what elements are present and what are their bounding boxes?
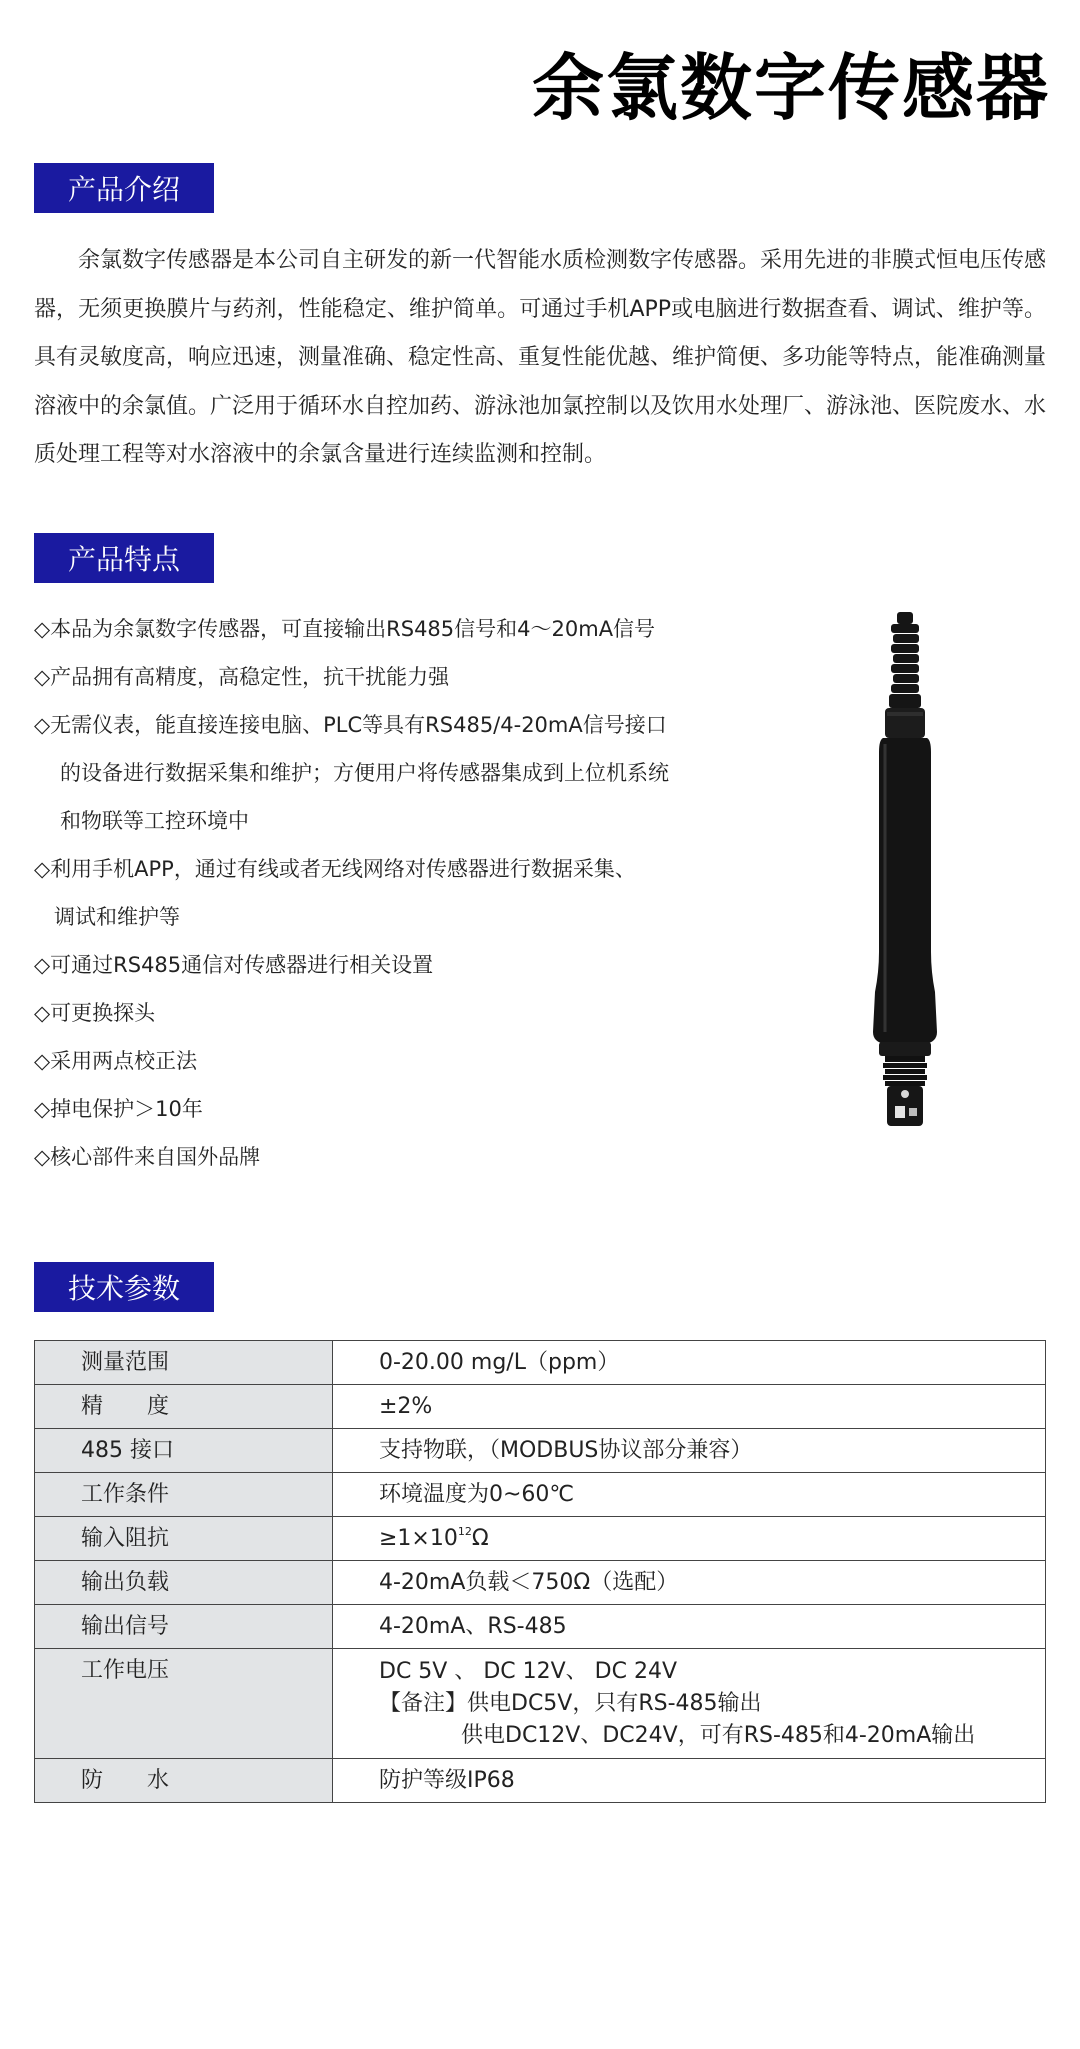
sensor-probe-image xyxy=(855,612,965,1132)
list-item: ◇采用两点校正法 xyxy=(34,1049,198,1073)
spec-value: 4-20mA、RS-485 xyxy=(333,1605,1046,1649)
table-row xyxy=(35,1561,1046,1605)
table-row xyxy=(35,1473,1046,1517)
spec-note: 【备注】供电DC5V，只有RS-485输出 xyxy=(379,1691,762,1716)
list-item: ◇可通过RS485通信对传感器进行相关设置 xyxy=(34,953,434,977)
spec-value-base: ≥1×10 xyxy=(379,1526,458,1551)
list-item: ◇无需仪表，能直接连接电脑、PLC等具有RS485/4-20mA信号接口 xyxy=(34,713,667,737)
spec-value: 0-20.00 mg/L（ppm） xyxy=(333,1341,1046,1385)
list-item: ◇可更换探头 xyxy=(34,1001,156,1025)
spec-value: 环境温度为0~60℃ xyxy=(333,1473,1046,1517)
intro-text: 余氯数字传感器是本公司自主研发的新一代智能水质检测数字传感器。采用先进的非膜式恒电压传感器，无须更换膜片与药剂，性能稳定、维护简单。可通过手机APP或电脑进行数据查看、调试、维护等。具有灵敏度高，响应迅速，测量准确、稳定性高、重复性能优越、维护简便、多功能等特点，能准确测量溶液中的余氯值。广泛用于循环水自控加药、游泳池加氯控制以及饮用水处理厂、游泳池、医院废水、水质处理工程等对水溶液中的余氯含量进行连续监测和控制。 xyxy=(34,248,1047,467)
spec-table xyxy=(34,1340,1046,1803)
spec-value-exponent: 12 xyxy=(457,1525,472,1538)
list-item: 的设备进行数据采集和维护；方便用户将传感器集成到上位机系统 xyxy=(60,761,669,785)
spec-value: 防护等级IP68 xyxy=(333,1759,1046,1803)
spec-value-line: DC 5V 、 DC 12V、 DC 24V xyxy=(379,1659,677,1684)
list-item: ◇掉电保护＞10年 xyxy=(34,1097,203,1121)
spec-value: ±2% xyxy=(333,1385,1046,1429)
table-row xyxy=(35,1429,1046,1473)
table-row xyxy=(35,1759,1046,1803)
spec-value: 4-20mA负载＜750Ω（选配） xyxy=(333,1561,1046,1605)
table-row xyxy=(35,1605,1046,1649)
page-title: 余氯数字传感器 xyxy=(531,46,1050,130)
list-item: ◇利用手机APP，通过有线或者无线网络对传感器进行数据采集、 xyxy=(34,857,636,881)
spec-key: 测量范围 xyxy=(35,1341,333,1385)
spec-value xyxy=(333,1517,1046,1561)
spec-key: 工作条件 xyxy=(35,1473,333,1517)
section-heading-specs: 技术参数 xyxy=(34,1262,214,1312)
table-row xyxy=(35,1385,1046,1429)
list-item: ◇产品拥有高精度，高稳定性，抗干扰能力强 xyxy=(34,665,450,689)
spec-note: 供电DC12V、DC24V，可有RS-485和4-20mA输出 xyxy=(461,1723,976,1748)
spec-key: 485 接口 xyxy=(35,1429,333,1473)
spec-key: 工作电压 xyxy=(35,1649,333,1759)
spec-key: 精 度 xyxy=(35,1385,333,1429)
spec-key: 输出负载 xyxy=(35,1561,333,1605)
spec-key: 输出信号 xyxy=(35,1605,333,1649)
spec-value: 支持物联，（MODBUS协议部分兼容） xyxy=(333,1429,1046,1473)
spec-value-unit: Ω xyxy=(471,1526,489,1551)
spec-value xyxy=(333,1649,1046,1759)
spec-key: 防 水 xyxy=(35,1759,333,1803)
section-heading-intro: 产品介绍 xyxy=(34,163,214,213)
section-heading-features: 产品特点 xyxy=(34,533,214,583)
spec-key: 输入阻抗 xyxy=(35,1517,333,1561)
list-item: ◇本品为余氯数字传感器，可直接输出RS485信号和4～20mA信号 xyxy=(34,617,656,641)
intro-paragraph xyxy=(34,237,1046,480)
list-item: 调试和维护等 xyxy=(54,905,180,929)
list-item: ◇核心部件来自国外品牌 xyxy=(34,1145,261,1169)
table-row xyxy=(35,1649,1046,1759)
table-row xyxy=(35,1517,1046,1561)
list-item: 和物联等工控环境中 xyxy=(60,809,249,833)
table-row xyxy=(35,1341,1046,1385)
features-list xyxy=(34,605,754,1181)
